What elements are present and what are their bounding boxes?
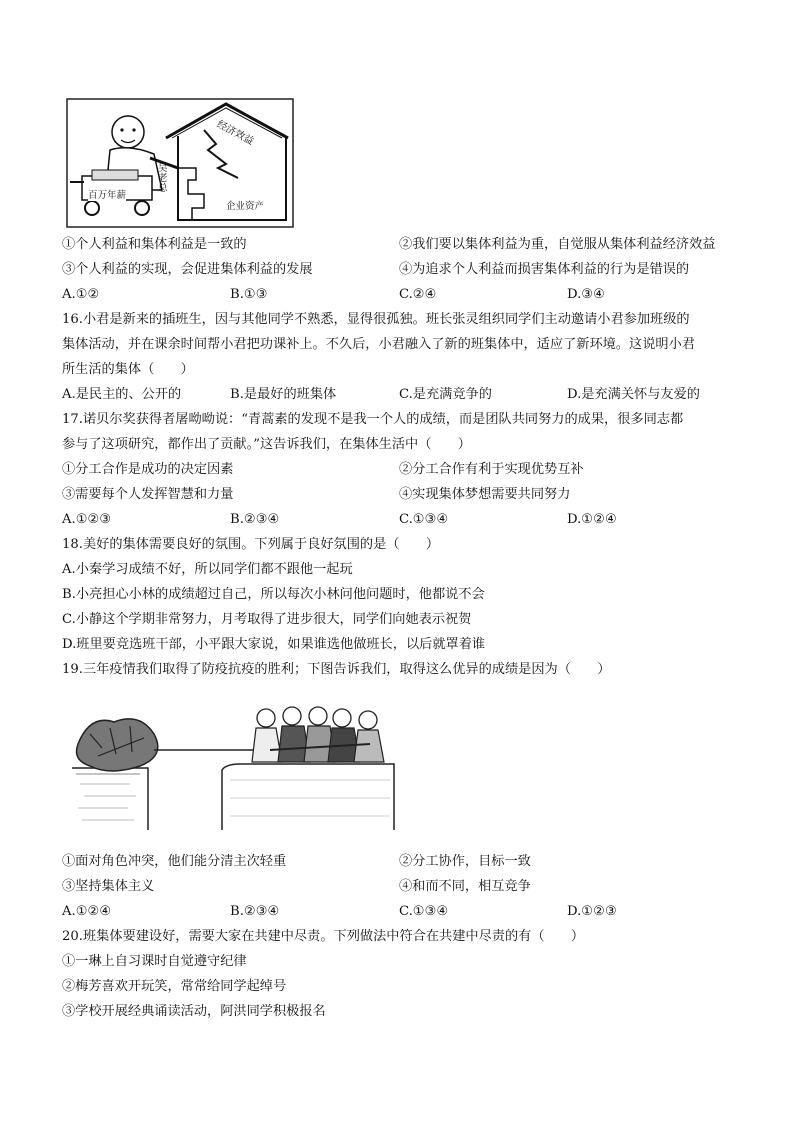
q16-stem-line-3: 所生活的集体（ ） [62, 362, 194, 377]
q19-option-2: ②分工协作，目标一致 [399, 854, 531, 869]
q17-option-3: ③需要每个人发挥智慧和力量 [62, 487, 234, 502]
q19-choice-b[interactable]: B.②③④ [230, 904, 280, 919]
q19-option-1: ①面对角色冲突，他们能分清主次轻重 [62, 854, 287, 869]
q16-choice-c[interactable]: C.是充满竞争的 [399, 387, 492, 402]
wall-label: 企业资产 [226, 201, 265, 212]
person-label: 吴老总 [158, 163, 168, 194]
q19-choice-a[interactable]: A.①②④ [62, 904, 112, 919]
q16-stem-line-1: 16.小君是新来的插班生，因与其他同学不熟悉，显得很孤独。班长张灵组织同学们主动邀请小君参加班级的 [62, 312, 690, 327]
q16-choice-b[interactable]: B.是最好的班集体 [230, 387, 337, 402]
roof-label: 经济效益 [214, 119, 256, 148]
q18-stem: 18.美好的集体需要良好的氛围。下列属于良好氛围的是（ ） [62, 537, 440, 552]
q17-stem-line-1: 17.诺贝尔奖获得者屠呦呦说：“青蒿素的发现不是我一个人的成绩，而是团队共同努力的成果，很多同志都 [62, 412, 684, 427]
q15-option-4: ④为追求个人利益而损害集体利益的行为是错误的 [399, 262, 690, 277]
q18-choice-b[interactable]: B.小亮担心小林的成绩超过自己，所以每次小林问他问题时，他都说不会 [62, 587, 485, 602]
q15-option-1: ①个人利益和集体利益是一致的 [62, 237, 247, 252]
q15-choice-b[interactable]: B.①③ [230, 287, 268, 302]
q16-stem-line-2: 集体活动，并在课余时间帮小君把功课补上。不久后，小君融入了新的班集体中，适应了新环境。这说明小君 [62, 337, 695, 352]
q19-choice-d[interactable]: D.①②③ [567, 904, 617, 919]
q20-option-3: ③学校开展经典诵读活动，阿洪同学积极报名 [62, 1004, 326, 1019]
q19-option-4: ④和而不同，相互竞争 [399, 879, 531, 894]
q17-stem-line-2: 参与了这项研究，都作出了贡献。”这告诉我们，在集体生活中（ ） [62, 437, 471, 452]
q20-stem: 20.班集体要建设好，需要大家在共建中尽责。下列做法中符合在共建中尽责的有（ ） [62, 929, 585, 944]
cartoon-figure-benefits [66, 98, 294, 228]
cart-label: 百万年薪 [88, 187, 126, 201]
q18-choice-c[interactable]: C.小静这个学期非常努力，月考取得了进步很大，同学们向她表示祝贺 [62, 612, 472, 627]
tug-of-war-drawing [70, 704, 400, 832]
q17-option-4: ④实现集体梦想需要共同努力 [399, 487, 571, 502]
q18-choice-d[interactable]: D.班里要竞选班干部，小平跟大家说，如果谁选他做班长，以后就罩着谁 [62, 637, 486, 652]
q16-choice-d[interactable]: D.是充满关怀与友爱的 [567, 387, 700, 402]
q15-option-3: ③个人利益的实现，会促进集体利益的发展 [62, 262, 313, 277]
q17-option-1: ①分工合作是成功的决定因素 [62, 462, 234, 477]
q15-option-2: ②我们要以集体利益为重，自觉服从集体利益经济效益 [399, 237, 716, 252]
q17-choice-d[interactable]: D.①②④ [567, 512, 617, 527]
q15-choice-a[interactable]: A.①② [62, 287, 100, 302]
q18-choice-a[interactable]: A.小秦学习成绩不好，所以同学们都不跟他一起玩 [62, 562, 353, 577]
q17-choice-a[interactable]: A.①②③ [62, 512, 112, 527]
q20-option-2: ②梅芳喜欢开玩笑，常常给同学起绰号 [62, 979, 287, 994]
q19-stem: 19.三年疫情我们取得了防疫抗疫的胜利；下图告诉我们，取得这么优异的成绩是因为（ ） [62, 662, 611, 677]
cartoon-figure-tug-of-war [70, 704, 400, 832]
q19-option-3: ③坚持集体主义 [62, 879, 155, 894]
q15-choice-d[interactable]: D.③④ [567, 287, 605, 302]
q17-choice-b[interactable]: B.②③④ [230, 512, 280, 527]
q20-option-1: ①一琳上自习课时自觉遵守纪律 [62, 954, 247, 969]
q19-choice-c[interactable]: C.①③④ [399, 904, 449, 919]
q15-choice-c[interactable]: C.②④ [399, 287, 437, 302]
q16-choice-a[interactable]: A.是民主的、公开的 [62, 387, 182, 402]
q17-choice-c[interactable]: C.①③④ [399, 512, 449, 527]
q17-option-2: ②分工合作有利于实现优势互补 [399, 462, 584, 477]
